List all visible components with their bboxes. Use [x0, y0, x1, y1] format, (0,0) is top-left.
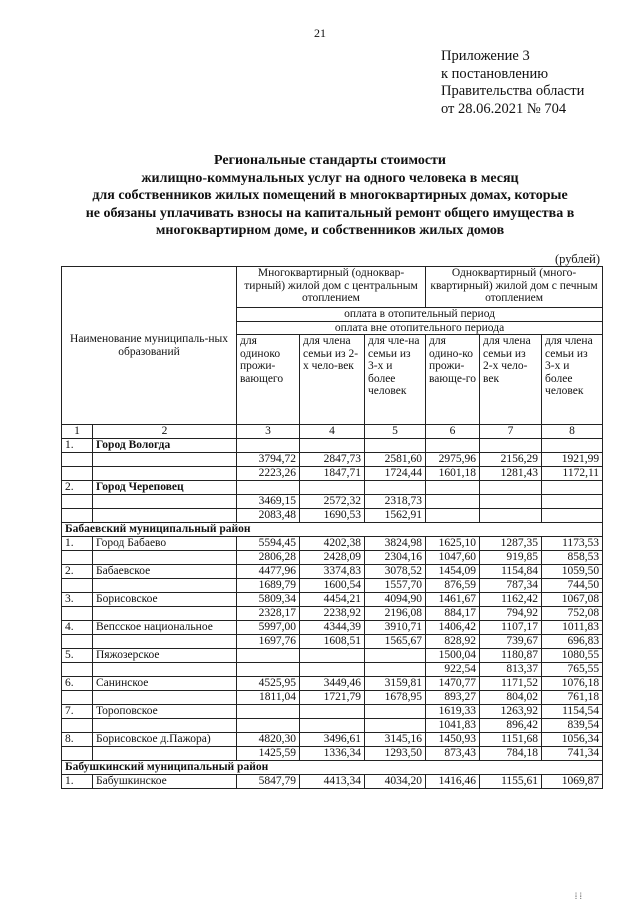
section-title: Бабаевский муниципальный район	[62, 523, 603, 537]
value-cell: 2975,96	[426, 453, 480, 467]
value-cell: 784,18	[480, 747, 542, 761]
value-cell: 765,55	[542, 663, 603, 677]
value-cell: 1601,18	[426, 467, 480, 481]
value-cell: 2196,08	[365, 607, 426, 621]
value-cell: 752,08	[542, 607, 603, 621]
value-cell	[300, 649, 365, 663]
value-cell: 1689,79	[237, 579, 300, 593]
table-row	[62, 565, 603, 579]
value-cell: 2581,60	[365, 453, 426, 467]
value-cell: 1173,53	[542, 537, 603, 551]
value-cell	[542, 495, 603, 509]
appendix-line: к постановлению	[441, 65, 549, 82]
value-cell: 1721,79	[300, 691, 365, 705]
row-number: 2.	[62, 481, 93, 495]
table-row	[62, 495, 603, 509]
header-group-stove-heating: Одноквартирный (много-квартирный) жилой дом с печным отоплением	[426, 267, 603, 308]
value-cell: 1608,51	[300, 635, 365, 649]
value-cell: 1697,76	[237, 635, 300, 649]
municipality-name: Борисовское	[93, 593, 237, 607]
municipality-name	[93, 663, 237, 677]
value-cell: 2238,92	[300, 607, 365, 621]
row-number: 4.	[62, 621, 93, 635]
row-number	[62, 691, 93, 705]
column-number: 4	[300, 425, 365, 439]
value-cell: 1281,43	[480, 467, 542, 481]
header-name-column: Наименование муниципаль-ных образований	[62, 267, 237, 425]
row-number	[62, 467, 93, 481]
column-number: 6	[426, 425, 480, 439]
column-number: 2	[93, 425, 237, 439]
value-cell: 741,34	[542, 747, 603, 761]
municipality-name: Санинское	[93, 677, 237, 691]
title-line: жилищно-коммунальных услуг на одного человека в месяц	[141, 170, 519, 186]
row-number: 1.	[62, 439, 93, 453]
header-heating-period: оплата в отопительный период	[237, 308, 603, 322]
municipality-name: Вепсское национальное	[93, 621, 237, 635]
value-cell	[480, 439, 542, 453]
value-cell	[300, 481, 365, 495]
municipality-name	[93, 551, 237, 565]
value-cell: 2156,29	[480, 453, 542, 467]
value-cell: 3145,16	[365, 733, 426, 747]
value-cell	[237, 705, 300, 719]
appendix-note	[441, 48, 584, 118]
table-row	[62, 747, 603, 761]
value-cell: 696,83	[542, 635, 603, 649]
value-cell: 1454,09	[426, 565, 480, 579]
value-cell: 1069,87	[542, 775, 603, 789]
value-cell: 1155,61	[480, 775, 542, 789]
value-cell: 794,92	[480, 607, 542, 621]
value-cell: 1067,08	[542, 593, 603, 607]
value-cell	[542, 439, 603, 453]
value-cell: 896,42	[480, 719, 542, 733]
value-cell: 858,53	[542, 551, 603, 565]
value-cell: 873,43	[426, 747, 480, 761]
table-row	[62, 439, 603, 453]
value-cell: 2318,73	[365, 495, 426, 509]
row-number: 6.	[62, 677, 93, 691]
value-cell: 4344,39	[300, 621, 365, 635]
municipality-name	[93, 509, 237, 523]
table-row	[62, 509, 603, 523]
value-cell: 922,54	[426, 663, 480, 677]
value-cell: 1172,11	[542, 467, 603, 481]
value-cell: 1336,34	[300, 747, 365, 761]
page-number: 21	[314, 26, 326, 40]
value-cell: 804,02	[480, 691, 542, 705]
value-cell: 1080,55	[542, 649, 603, 663]
value-cell: 3374,83	[300, 565, 365, 579]
table-row	[62, 691, 603, 705]
value-cell: 1287,35	[480, 537, 542, 551]
column-number: 7	[480, 425, 542, 439]
municipality-name: Город Вологда	[93, 439, 237, 453]
value-cell: 1565,67	[365, 635, 426, 649]
appendix-line: Приложение 3	[441, 48, 530, 64]
municipality-name	[93, 579, 237, 593]
value-cell: 1406,42	[426, 621, 480, 635]
standards-table	[61, 266, 603, 789]
value-cell	[300, 439, 365, 453]
value-cell: 1041,83	[426, 719, 480, 733]
value-cell: 787,34	[480, 579, 542, 593]
value-cell: 2806,28	[237, 551, 300, 565]
value-cell	[365, 705, 426, 719]
value-cell	[426, 495, 480, 509]
value-cell: 1811,04	[237, 691, 300, 705]
value-cell: 761,18	[542, 691, 603, 705]
title-line: для собственников жилых помещений в многоквартирных домах, которые	[92, 188, 568, 203]
table-row	[62, 705, 603, 719]
value-cell: 1056,34	[542, 733, 603, 747]
value-cell: 5594,45	[237, 537, 300, 551]
municipality-name	[93, 495, 237, 509]
value-cell: 1619,33	[426, 705, 480, 719]
row-number	[62, 635, 93, 649]
value-cell: 3449,46	[300, 677, 365, 691]
value-cell: 1180,87	[480, 649, 542, 663]
header-sub-cell: для одино-ко прожи-вающе-го	[426, 335, 480, 425]
value-cell: 1690,53	[300, 509, 365, 523]
table-row	[62, 677, 603, 691]
value-cell: 893,27	[426, 691, 480, 705]
value-cell: 839,54	[542, 719, 603, 733]
row-number: 5.	[62, 649, 93, 663]
units-label: (рублей)	[554, 252, 600, 266]
value-cell: 4820,30	[237, 733, 300, 747]
value-cell: 1107,17	[480, 621, 542, 635]
municipality-name: Борисовское д.Пажора)	[93, 733, 237, 747]
row-number: 2.	[62, 565, 93, 579]
header-sub-cell: для члена семьи из 2-х чело-век	[480, 335, 542, 425]
section-row	[62, 523, 603, 537]
value-cell: 1047,60	[426, 551, 480, 565]
row-number	[62, 747, 93, 761]
value-cell: 2572,32	[300, 495, 365, 509]
value-cell: 1557,70	[365, 579, 426, 593]
value-cell: 1678,95	[365, 691, 426, 705]
row-number: 8.	[62, 733, 93, 747]
value-cell: 4034,20	[365, 775, 426, 789]
value-cell: 1562,91	[365, 509, 426, 523]
header-non-heating-period: оплата вне отопительного периода	[237, 321, 603, 335]
row-number	[62, 663, 93, 677]
row-number	[62, 495, 93, 509]
value-cell: 2083,48	[237, 509, 300, 523]
value-cell: 1154,84	[480, 565, 542, 579]
value-cell: 884,17	[426, 607, 480, 621]
row-number	[62, 719, 93, 733]
row-number	[62, 551, 93, 565]
value-cell	[542, 509, 603, 523]
value-cell: 1154,54	[542, 705, 603, 719]
value-cell: 3469,15	[237, 495, 300, 509]
value-cell: 3159,81	[365, 677, 426, 691]
table-row	[62, 621, 603, 635]
value-cell: 828,92	[426, 635, 480, 649]
value-cell: 1076,18	[542, 677, 603, 691]
municipality-name: Пяжозерское	[93, 649, 237, 663]
value-cell	[426, 509, 480, 523]
value-cell: 5997,00	[237, 621, 300, 635]
table-row	[62, 719, 603, 733]
municipality-name	[93, 747, 237, 761]
value-cell: 2328,17	[237, 607, 300, 621]
value-cell: 4094,90	[365, 593, 426, 607]
value-cell	[480, 481, 542, 495]
value-cell	[365, 719, 426, 733]
table-row	[62, 467, 603, 481]
value-cell: 2428,09	[300, 551, 365, 565]
value-cell: 1425,59	[237, 747, 300, 761]
municipality-name: Город Бабаево	[93, 537, 237, 551]
header-sub-cell: для члена семьи из 2-х чело-век	[300, 335, 365, 425]
value-cell	[237, 439, 300, 453]
document-title	[40, 152, 620, 240]
table-row	[62, 579, 603, 593]
value-cell	[300, 719, 365, 733]
value-cell: 1059,50	[542, 565, 603, 579]
value-cell: 5809,34	[237, 593, 300, 607]
value-cell	[237, 719, 300, 733]
value-cell	[426, 481, 480, 495]
value-cell	[365, 649, 426, 663]
municipality-name	[93, 467, 237, 481]
row-number: 3.	[62, 593, 93, 607]
appendix-line: Правительства области	[441, 83, 585, 99]
row-number	[62, 607, 93, 621]
page-mark: ⁞ ⁞	[574, 891, 582, 901]
municipality-name	[93, 635, 237, 649]
row-number: 1.	[62, 775, 93, 789]
value-cell: 1600,54	[300, 579, 365, 593]
column-number: 5	[365, 425, 426, 439]
value-cell: 1470,77	[426, 677, 480, 691]
row-number	[62, 453, 93, 467]
value-cell: 1847,71	[300, 467, 365, 481]
value-cell: 1724,44	[365, 467, 426, 481]
value-cell: 1162,42	[480, 593, 542, 607]
value-cell: 4477,96	[237, 565, 300, 579]
value-cell	[365, 481, 426, 495]
table-row	[62, 635, 603, 649]
row-number: 1.	[62, 537, 93, 551]
value-cell: 1293,50	[365, 747, 426, 761]
municipality-name: Город Череповец	[93, 481, 237, 495]
title-line: многоквартирном доме, и собственников жилых домов	[155, 223, 505, 238]
value-cell: 1416,46	[426, 775, 480, 789]
value-cell: 3824,98	[365, 537, 426, 551]
value-cell: 4413,34	[300, 775, 365, 789]
value-cell: 3794,72	[237, 453, 300, 467]
title-line: не обязаны уплачивать взносы на капитальный ремонт общего имущества в	[85, 205, 575, 221]
column-number: 3	[237, 425, 300, 439]
title-line: Региональные стандарты стоимости	[214, 153, 446, 168]
municipality-name: Бабушкинское	[93, 775, 237, 789]
value-cell: 2304,16	[365, 551, 426, 565]
value-cell: 3910,71	[365, 621, 426, 635]
value-cell: 5847,79	[237, 775, 300, 789]
table-row	[62, 537, 603, 551]
value-cell: 739,67	[480, 635, 542, 649]
value-cell: 2223,26	[237, 467, 300, 481]
municipality-name	[93, 691, 237, 705]
section-row	[62, 761, 603, 775]
table-row	[62, 453, 603, 467]
value-cell	[365, 663, 426, 677]
value-cell	[237, 663, 300, 677]
table-row	[62, 481, 603, 495]
value-cell: 919,85	[480, 551, 542, 565]
value-cell: 1625,10	[426, 537, 480, 551]
value-cell	[365, 439, 426, 453]
value-cell	[480, 509, 542, 523]
value-cell: 2847,73	[300, 453, 365, 467]
value-cell	[237, 649, 300, 663]
value-cell: 3496,61	[300, 733, 365, 747]
municipality-name: Тороповское	[93, 705, 237, 719]
value-cell: 1921,99	[542, 453, 603, 467]
section-title: Бабушкинский муниципальный район	[62, 761, 603, 775]
appendix-line: от 28.06.2021 № 704	[441, 100, 567, 117]
value-cell: 1500,04	[426, 649, 480, 663]
header-sub-cell: для члена семьи из 3-х и более человек	[542, 335, 603, 425]
column-number: 8	[542, 425, 603, 439]
value-cell: 1461,67	[426, 593, 480, 607]
table-row	[62, 593, 603, 607]
municipality-name	[93, 719, 237, 733]
column-number: 1	[62, 425, 93, 439]
value-cell: 3078,52	[365, 565, 426, 579]
value-cell: 1171,52	[480, 677, 542, 691]
value-cell: 1011,83	[542, 621, 603, 635]
header-sub-cell: для одиноко прожи-вающего	[237, 335, 300, 425]
value-cell: 1151,68	[480, 733, 542, 747]
table-row	[62, 733, 603, 747]
municipality-name	[93, 453, 237, 467]
table-row	[62, 775, 603, 789]
value-cell	[300, 705, 365, 719]
value-cell	[300, 663, 365, 677]
table-row	[62, 663, 603, 677]
value-cell	[542, 481, 603, 495]
municipality-name: Бабаевское	[93, 565, 237, 579]
value-cell: 744,50	[542, 579, 603, 593]
table-row	[62, 649, 603, 663]
row-number	[62, 579, 93, 593]
row-number	[62, 509, 93, 523]
header-sub-cell: для чле-на семьи из 3-х и более человек	[365, 335, 426, 425]
value-cell: 4202,38	[300, 537, 365, 551]
value-cell: 4525,95	[237, 677, 300, 691]
value-cell: 876,59	[426, 579, 480, 593]
value-cell	[480, 495, 542, 509]
table-row	[62, 551, 603, 565]
value-cell: 813,37	[480, 663, 542, 677]
municipality-name	[93, 607, 237, 621]
value-cell	[426, 439, 480, 453]
header-group-central-heating: Многоквартирный (одноквар-тирный) жилой дом с центральным отоплением	[237, 267, 426, 308]
value-cell	[237, 481, 300, 495]
table-row	[62, 607, 603, 621]
row-number: 7.	[62, 705, 93, 719]
value-cell: 1263,92	[480, 705, 542, 719]
value-cell: 4454,21	[300, 593, 365, 607]
value-cell: 1450,93	[426, 733, 480, 747]
